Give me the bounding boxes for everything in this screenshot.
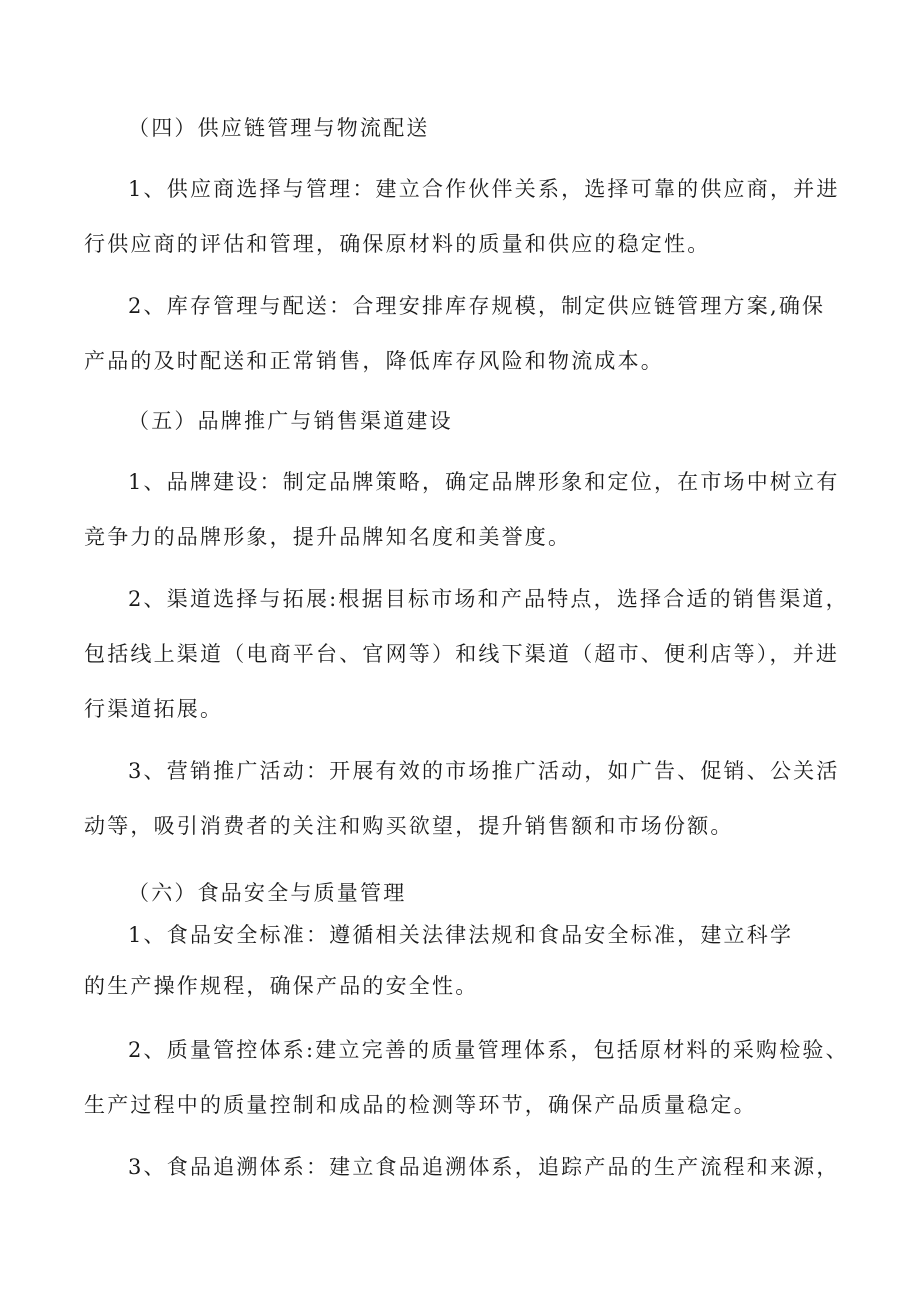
paragraph-line: 1、供应商选择与管理：建立合作伙伴关系，选择可靠的供应商，并进: [128, 177, 840, 201]
paragraph-line: 产品的及时配送和正常销售，降低库存风险和物流成本。: [84, 349, 664, 373]
section-heading: （四）供应链管理与物流配送: [128, 116, 430, 140]
paragraph-line: 1、品牌建设：制定品牌策略，确定品牌形象和定位，在市场中树立有: [128, 470, 840, 494]
paragraph-line: 行渠道拓展。: [84, 697, 224, 721]
section-heading: （五）品牌推广与销售渠道建设: [128, 409, 453, 433]
paragraph-line: 包括线上渠道（电商平台、官网等）和线下渠道（超市、便利店等），并进: [84, 642, 840, 666]
paragraph-line: 竞争力的品牌形象，提升品牌知名度和美誉度。: [84, 525, 572, 549]
paragraph-line: 3、营销推广活动：开展有效的市场推广活动，如广告、促销、公关活: [128, 759, 840, 783]
paragraph-line: 2、渠道选择与拓展:根据目标市场和产品特点，选择合适的销售渠道，: [128, 587, 849, 611]
paragraph-line: 3、食品追溯体系：建立食品追溯体系，追踪产品的生产流程和来源，: [128, 1155, 840, 1179]
paragraph-line: 生产过程中的质量控制和成品的检测等环节，确保产品质量稳定。: [84, 1093, 757, 1117]
section-heading: （六）食品安全与质量管理: [128, 881, 407, 905]
paragraph-line: 2、质量管控体系:建立完善的质量管理体系，包括原材料的采购检验、: [128, 1038, 849, 1062]
paragraph-line: 的生产操作规程，确保产品的安全性。: [84, 974, 479, 998]
paragraph-line: 1、食品安全标准：遵循相关法律法规和食品安全标准，建立科学: [128, 923, 794, 947]
paragraph-line: 2、库存管理与配送：合理安排库存规模，制定供应链管理方案,确保: [128, 294, 826, 318]
paragraph-line: 动等，吸引消费者的关注和购买欲望，提升销售额和市场份额。: [84, 814, 734, 838]
paragraph-line: 行供应商的评估和管理，确保原材料的质量和供应的稳定性。: [84, 232, 711, 256]
